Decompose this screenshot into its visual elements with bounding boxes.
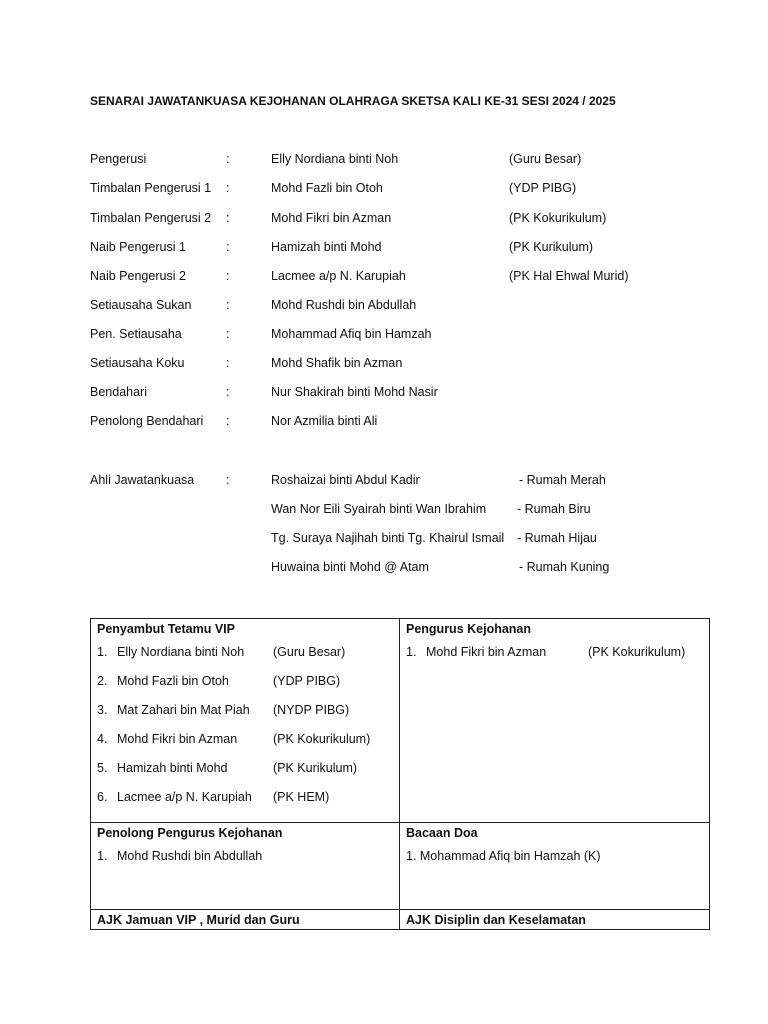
item-post: (PK Kurikulum) (273, 761, 358, 775)
list-item: 1. Mohammad Afiq bin Hamzah (K) (406, 849, 601, 863)
committee-row (0, 152, 768, 170)
task-table (90, 618, 710, 930)
ahli-row (0, 531, 768, 549)
ahli-row (0, 473, 768, 491)
committee-row (0, 298, 768, 316)
colon: : (226, 298, 230, 312)
penolong-cell (91, 823, 400, 910)
table-row (91, 823, 710, 910)
colon: : (226, 152, 230, 166)
item-number: 1. (97, 849, 108, 863)
house-label: - Rumah Hijau (517, 531, 597, 545)
item-number: 2. (97, 674, 108, 688)
member-name: Mohd Shafik bin Azman (271, 356, 403, 370)
ahli-row (0, 502, 768, 520)
member-name: Mohd Fikri bin Azman (271, 211, 392, 225)
house-label: - Rumah Biru (517, 502, 591, 516)
member-name: Wan Nor Eili Syairah binti Wan Ibrahim (271, 502, 487, 516)
role-label: Setiausaha Koku (90, 356, 185, 370)
colon: : (226, 327, 230, 341)
list-item (97, 667, 393, 696)
committee-row (0, 356, 768, 374)
vip-heading: Penyambut Tetamu VIP (97, 622, 235, 636)
colon: : (226, 211, 230, 225)
item-number: 5. (97, 761, 108, 775)
member-name: Tg. Suraya Najihah binti Tg. Khairul Ismail (271, 531, 505, 545)
doa-cell (400, 823, 710, 910)
list-item (97, 725, 393, 754)
list-item (406, 638, 703, 667)
item-post: (Guru Besar) (273, 645, 346, 659)
committee-row (0, 240, 768, 258)
item-number: 1. (97, 645, 108, 659)
role-label: Penolong Bendahari (90, 414, 204, 428)
colon: : (226, 414, 230, 428)
pengurus-cell (400, 619, 710, 823)
item-name: Elly Nordiana binti Noh (117, 645, 245, 659)
member-name: Nor Azmilia binti Ali (271, 414, 378, 428)
committee-row (0, 327, 768, 345)
colon: : (226, 356, 230, 370)
item-post: (PK HEM) (273, 790, 330, 804)
role-label: Pen. Setiausaha (90, 327, 182, 341)
disiplin-heading: AJK Disiplin dan Keselamatan (406, 913, 586, 927)
house-label: - Rumah Kuning (519, 560, 610, 574)
vip-cell (91, 619, 400, 823)
list-item (97, 696, 393, 725)
role-label: Setiausaha Sukan (90, 298, 192, 312)
member-name: Roshaizai binti Abdul Kadir (271, 473, 420, 487)
role-label: Pengerusi (90, 152, 147, 166)
member-name: Mohd Rushdi bin Abdullah (271, 298, 417, 312)
disiplin-cell (400, 910, 710, 930)
committee-row (0, 414, 768, 432)
member-name: Mohd Fazli bin Otoh (271, 181, 383, 195)
table-row (91, 910, 710, 930)
list-item (97, 754, 393, 783)
doa-heading: Bacaan Doa (406, 826, 478, 840)
member-post: (Guru Besar) (509, 152, 582, 166)
item-post: (PK Kokurikulum) (273, 732, 371, 746)
member-name: Elly Nordiana binti Noh (271, 152, 399, 166)
item-name: Mohd Fikri bin Azman (426, 645, 547, 659)
item-name: Mohd Rushdi bin Abdullah (117, 849, 263, 863)
member-name: Lacmee a/p N. Karupiah (271, 269, 406, 283)
item-post: (NYDP PIBG) (273, 703, 350, 717)
list-item (97, 783, 393, 812)
list-item (97, 842, 393, 871)
item-name: Mohd Fikri bin Azman (117, 732, 238, 746)
item-name: Mohd Fazli bin Otoh (117, 674, 229, 688)
item-number: 4. (97, 732, 108, 746)
item-number: 6. (97, 790, 108, 804)
role-label: Naib Pengerusi 2 (90, 269, 186, 283)
role-label: Timbalan Pengerusi 2 (90, 211, 212, 225)
jamuan-heading: AJK Jamuan VIP , Murid dan Guru (97, 913, 300, 927)
item-number: 3. (97, 703, 108, 717)
house-label: - Rumah Merah (519, 473, 606, 487)
member-post: (YDP PIBG) (509, 181, 577, 195)
item-name: Lacmee a/p N. Karupiah (117, 790, 252, 804)
committee-row (0, 269, 768, 287)
committee-row (0, 211, 768, 229)
table-row (91, 619, 710, 823)
item-name: Hamizah binti Mohd (117, 761, 228, 775)
item-number: 1. (406, 645, 417, 659)
item-name: Mat Zahari bin Mat Piah (117, 703, 250, 717)
role-label: Naib Pengerusi 1 (90, 240, 186, 254)
document-title: SENARAI JAWATANKUASA KEJOHANAN OLAHRAGA SKETSA KALI KE-31 SESI 2024 / 2025 (90, 94, 616, 108)
list-item (97, 638, 393, 667)
member-post: (PK Kokurikulum) (509, 211, 607, 225)
role-label: Ahli Jawatankuasa (90, 473, 195, 487)
item-post: (PK Kokurikulum) (588, 645, 686, 659)
colon: : (226, 473, 230, 487)
colon: : (226, 240, 230, 254)
colon: : (226, 385, 230, 399)
role-label: Timbalan Pengerusi 1 (90, 181, 212, 195)
committee-row (0, 181, 768, 199)
committee-row (0, 385, 768, 403)
jamuan-cell (91, 910, 400, 930)
ahli-row (0, 560, 768, 578)
item-post: (YDP PIBG) (273, 674, 341, 688)
member-name: Nur Shakirah binti Mohd Nasir (271, 385, 438, 399)
member-post: (PK Hal Ehwal Murid) (509, 269, 629, 283)
member-name: Huwaina binti Mohd @ Atam (271, 560, 429, 574)
member-name: Mohammad Afiq bin Hamzah (271, 327, 432, 341)
role-label: Bendahari (90, 385, 147, 399)
member-name: Hamizah binti Mohd (271, 240, 382, 254)
pengurus-heading: Pengurus Kejohanan (406, 622, 532, 636)
member-post: (PK Kurikulum) (509, 240, 594, 254)
colon: : (226, 181, 230, 195)
colon: : (226, 269, 230, 283)
penolong-heading: Penolong Pengurus Kejohanan (97, 826, 283, 840)
